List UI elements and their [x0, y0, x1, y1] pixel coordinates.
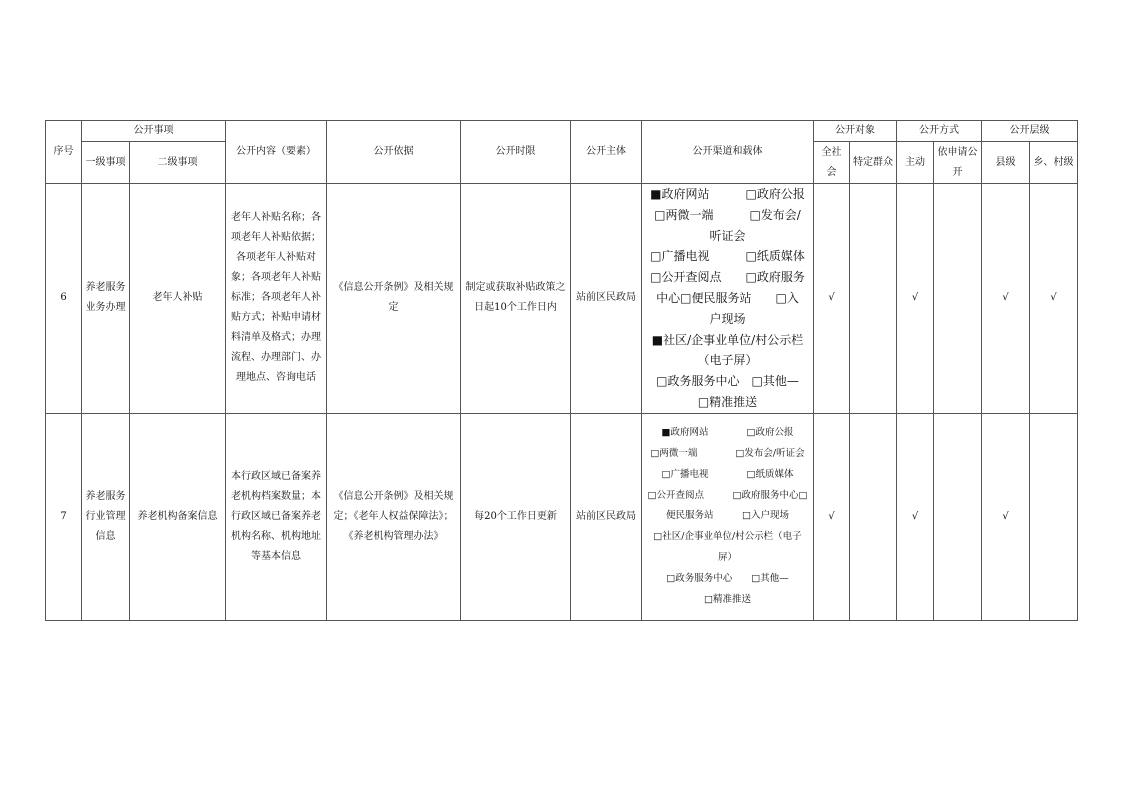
header-subject: 公开主体: [571, 121, 642, 184]
row-target-all-check: √: [814, 184, 850, 414]
row-time-limit: 每20个工作日更新: [461, 413, 571, 620]
row-method-active-check: √: [897, 184, 934, 414]
row-tier-county-check: √: [982, 413, 1030, 620]
header-row-1: [46, 121, 1078, 142]
header-level1: 一级事项: [82, 142, 130, 184]
channel-line: □公开查阅点 □政府服务: [650, 270, 805, 285]
row-time-limit: 制定或获取补贴政策之日起10个工作日内: [461, 184, 571, 414]
header-method: 公开方式: [897, 121, 982, 142]
channel-line: （电子屏）: [697, 353, 758, 368]
row-method-active-check: √: [897, 413, 934, 620]
channel-line: □两微一端 □发布会/听证会: [650, 447, 805, 459]
row-target-specific-check: [850, 413, 897, 620]
channel-line: ■政府网站 □政府公报: [650, 187, 805, 201]
header-tier-county: 县级: [982, 142, 1030, 184]
row-method-request-check: [934, 413, 982, 620]
channel-line: □社区/企事业单位/村公示栏（电子: [653, 531, 802, 543]
header-target-specific: 特定群众: [850, 142, 897, 184]
channel-line: 便民服务站 □入户现场: [666, 510, 789, 522]
row-basis: 《信息公开条例》及相关规定: [327, 184, 461, 414]
header-level2: 二级事项: [130, 142, 226, 184]
channel-line: ■政府网站 □政府公报: [661, 427, 794, 439]
channel-line: □精准推送: [697, 394, 758, 409]
row-method-request-check: [934, 184, 982, 414]
row-level2: 养老机构备案信息: [130, 413, 226, 620]
channel-line: 屏）: [717, 551, 737, 563]
header-seq: 序号: [46, 121, 82, 184]
channel-line: 中心□便民服务站 □入: [656, 290, 799, 305]
header-content: 公开内容（要素）: [226, 121, 327, 184]
row-target-specific-check: [850, 184, 897, 414]
header-method-request: 依申请公开: [934, 142, 982, 184]
header-method-active: 主动: [897, 142, 934, 184]
header-target: 公开对象: [814, 121, 897, 142]
row-subject: 站前区民政局: [571, 413, 642, 620]
disclosure-table: [45, 120, 1078, 621]
channel-line: □两微一端 □发布会/: [654, 207, 801, 222]
table-row: [46, 184, 1078, 414]
row-tier-county-check: √: [982, 184, 1030, 414]
channel-line: □广播电视 □纸质媒体: [650, 249, 805, 264]
row-basis: 《信息公开条例》及相关规定；《老年人权益保障法》；《养老机构管理办法》: [327, 413, 461, 620]
row-channel: [642, 184, 814, 414]
channel-line: □精准推送: [704, 593, 751, 605]
header-basis: 公开依据: [327, 121, 461, 184]
header-channel: 公开渠道和载体: [642, 121, 814, 184]
channel-line: ■社区/企事业单位/村公示栏: [651, 332, 804, 347]
channel-line: □政务服务中心 □其他—: [656, 374, 799, 389]
header-time-limit: 公开时限: [461, 121, 571, 184]
channel-line: 户现场: [709, 311, 746, 326]
header-items: 公开事项: [82, 121, 226, 142]
row-target-all-check: √: [814, 413, 850, 620]
table-row: [46, 413, 1078, 620]
row-level1: 养老服务行业管理信息: [82, 413, 130, 620]
row-level1: 养老服务业务办理: [82, 184, 130, 414]
channel-line: 听证会: [709, 228, 746, 243]
row-tier-town-check: √: [1030, 184, 1078, 414]
header-tier-town: 乡、村级: [1030, 142, 1078, 184]
row-tier-town-check: [1030, 413, 1078, 620]
channel-line: □广播电视 □纸质媒体: [661, 468, 794, 480]
row-content: 老年人补贴名称；各项老年人补贴依据；各项老年人补贴对象；各项老年人补贴标准；各项老年人补贴方式；补贴申请材料清单及格式；办理流程、办理部门、办理地点、咨询电话: [226, 184, 327, 414]
row-seq: 6: [46, 184, 82, 414]
channel-line: □政务服务中心 □其他—: [666, 572, 789, 584]
row-channel: [642, 413, 814, 620]
row-subject: 站前区民政局: [571, 184, 642, 414]
channel-line: □公开查阅点 □政府服务中心□: [647, 489, 808, 501]
header-target-all: 全社会: [814, 142, 850, 184]
row-content: 本行政区域已备案养老机构档案数量；本行政区域已备案养老机构名称、机构地址等基本信息: [226, 413, 327, 620]
row-seq: 7: [46, 413, 82, 620]
row-level2: 老年人补贴: [130, 184, 226, 414]
header-tier: 公开层级: [982, 121, 1078, 142]
